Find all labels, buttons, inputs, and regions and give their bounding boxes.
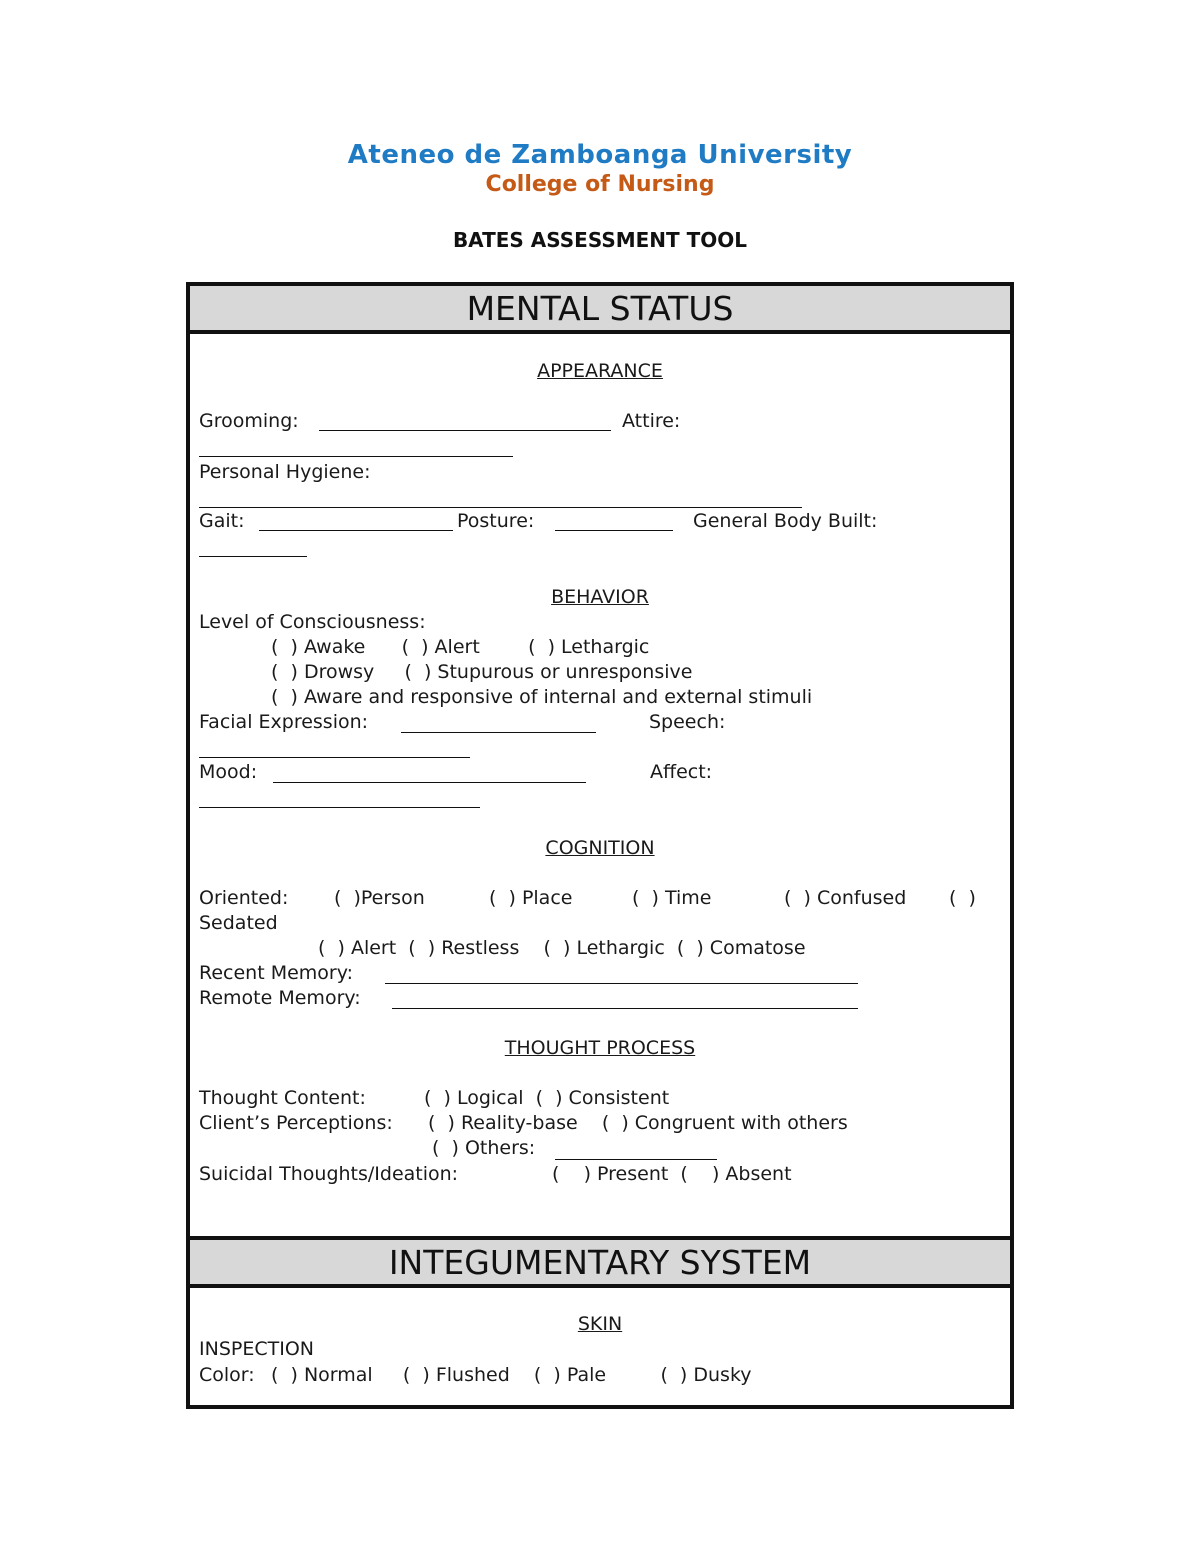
option-place[interactable]: ( ) Place <box>489 887 573 909</box>
attire-field[interactable] <box>199 456 513 457</box>
gait-field[interactable] <box>259 530 453 531</box>
option-sedated-label: Sedated <box>199 912 278 934</box>
college-name: College of Nursing <box>485 172 715 197</box>
section-title-mental-status: MENTAL STATUS <box>466 289 734 328</box>
oriented-label: Oriented: <box>199 887 289 909</box>
perceptions-others-label[interactable]: ( ) Others: <box>432 1137 536 1159</box>
recent-memory-field[interactable] <box>385 983 858 984</box>
suicidal-label: Suicidal Thoughts/Ideation: <box>199 1163 459 1185</box>
body-built-field[interactable] <box>199 556 307 557</box>
facial-expression-field[interactable] <box>401 732 596 733</box>
section-title-integumentary: INTEGUMENTARY SYSTEM <box>388 1243 812 1282</box>
remote-memory-label: Remote Memory: <box>199 987 361 1009</box>
facial-expression-label: Facial Expression: <box>199 711 369 733</box>
option-sedated-box[interactable]: ( ) <box>949 887 976 909</box>
thought-process-heading: THOUGHT PROCESS <box>504 1037 696 1059</box>
loc-options-row1[interactable]: ( ) Awake ( ) Alert ( ) Lethargic <box>271 636 650 658</box>
loc-options-row3[interactable]: ( ) Aware and responsive of internal and external stimuli <box>271 686 813 708</box>
cognition-heading: COGNITION <box>545 837 655 859</box>
grooming-field[interactable] <box>319 430 611 431</box>
speech-label: Speech: <box>649 711 726 733</box>
grooming-label: Grooming: <box>199 410 299 432</box>
skin-color-options[interactable]: ( ) Normal ( ) Flushed ( ) Pale ( ) Dusky <box>271 1364 752 1386</box>
recent-memory-label: Recent Memory: <box>199 962 353 984</box>
section-band-mental-status <box>186 282 1014 334</box>
perceptions-options[interactable]: ( ) Reality-base ( ) Congruent with others <box>428 1112 848 1134</box>
hygiene-label: Personal Hygiene: <box>199 461 371 483</box>
posture-field[interactable] <box>555 530 673 531</box>
thought-content-label: Thought Content: <box>199 1087 366 1109</box>
speech-field[interactable] <box>199 757 470 758</box>
document-title: BATES ASSESSMENT TOOL <box>452 228 748 252</box>
gait-label: Gait: <box>199 510 245 532</box>
affect-label: Affect: <box>650 761 713 783</box>
loc-label: Level of Consciousness: <box>199 611 426 633</box>
inspection-label: INSPECTION <box>199 1338 314 1360</box>
option-time[interactable]: ( ) Time <box>632 887 712 909</box>
suicidal-options[interactable]: ( ) Present ( ) Absent <box>552 1163 792 1185</box>
remote-memory-field[interactable] <box>392 1008 858 1009</box>
attire-label: Attire: <box>622 410 681 432</box>
skin-color-label: Color: <box>199 1364 255 1386</box>
perceptions-label: Client’s Perceptions: <box>199 1112 393 1134</box>
body-built-label: General Body Built: <box>693 510 878 532</box>
cognition-state-options[interactable]: ( ) Alert ( ) Restless ( ) Lethargic ( ) Comatose <box>318 937 806 959</box>
mood-label: Mood: <box>199 761 258 783</box>
hygiene-field[interactable] <box>199 507 802 508</box>
option-person[interactable]: ( )Person <box>334 887 425 909</box>
skin-heading: SKIN <box>577 1313 623 1335</box>
appearance-heading: APPEARANCE <box>537 360 663 382</box>
posture-label: Posture: <box>457 510 535 532</box>
section-band-integumentary <box>186 1236 1014 1288</box>
loc-options-row2[interactable]: ( ) Drowsy ( ) Stupurous or unresponsive <box>271 661 693 683</box>
affect-field[interactable] <box>199 807 480 808</box>
university-name: Ateneo de Zamboanga University <box>347 140 853 170</box>
behavior-heading: BEHAVIOR <box>551 586 649 608</box>
option-confused[interactable]: ( ) Confused <box>784 887 907 909</box>
mood-field[interactable] <box>273 782 586 783</box>
thought-content-options[interactable]: ( ) Logical ( ) Consistent <box>424 1087 670 1109</box>
perceptions-others-field[interactable] <box>555 1159 717 1160</box>
